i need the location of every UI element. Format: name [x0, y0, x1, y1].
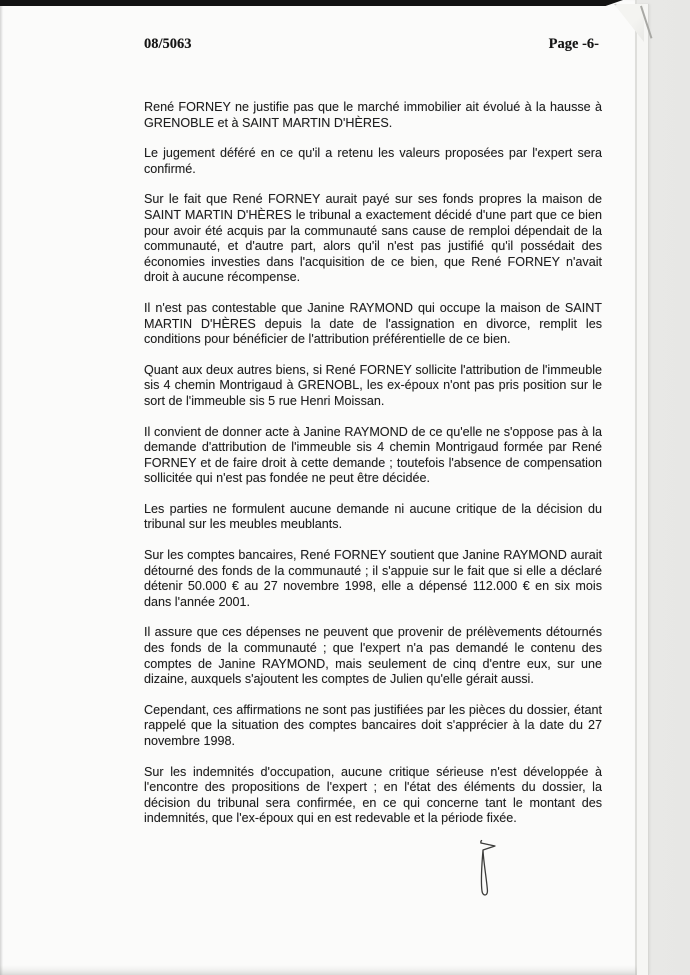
- scan-bottom-shading: [0, 965, 637, 975]
- paragraph: Il convient de donner acte à Janine RAYMOND de ce qu'elle ne s'oppose pas à la demande d'attribution de l'immeuble sis 4 chemin Montrigaud formée par René FORNEY et de faire droit à cette demande ; toutefois l'absence de compensation sollicitée qui n'est pas fondée ne peut être décidée.: [144, 424, 602, 486]
- paragraph: Il assure que ces dépenses ne peuvent que provenir de prélèvements détournés des fonds de la communauté ; que l'expert n'a pas demandé le contenu des comptes de Janine RAYMOND, mais seulement de cinq d'entre eux, sur une dizaine, auxquels s'ajoutent les comptes de Julien qu'elle gérait aussi.: [144, 625, 602, 687]
- page-number: Page -6-: [548, 36, 599, 52]
- scanner-edge-bar: [0, 0, 623, 6]
- paragraph: Les parties ne formulent aucune demande ni aucune critique de la décision du tribunal sur les meubles meublants.: [144, 501, 602, 532]
- paragraph: Quant aux deux autres biens, si René FORNEY sollicite l'attribution de l'immeuble sis 4 chemin Montrigaud à GRENOBL, les ex-époux n'ont pas pris position sur le sort de l'immeuble sis 5 rue Henri Moissan.: [144, 362, 602, 408]
- handwritten-paraph-mark: [466, 836, 500, 902]
- paragraph: Sur les indemnités d'occupation, aucune critique sérieuse n'est développée à l'encontre des propositions de l'expert ; en l'état des éléments du dossier, la décision du tribunal sera confirmée, en ce qui concerne tant le montant des indemnités, que l'ex-époux qui en est redevable et la période fixée.: [144, 764, 602, 826]
- paragraph: Il n'est pas contestable que Janine RAYMOND qui occupe la maison de SAINT MARTIN D'HÈRES depuis la date de l'assignation en divorce, remplit les conditions pour bénéficier de l'attribution préférentielle de ce bien.: [144, 300, 602, 347]
- scan-left-edge: [0, 0, 3, 975]
- paragraph: Cependant, ces affirmations ne sont pas justifiées par les pièces du dossier, étant rappelé que la situation des comptes bancaires doit s'apprécier à la date du 27 novembre 1998.: [144, 702, 602, 748]
- paragraph: Sur les comptes bancaires, René FORNEY soutient que Janine RAYMOND aurait détourné des fonds de la communauté ; il s'appuie sur le fait que si elle a déclaré détenir 50.000 € au 27 novembre 1998, elle a dépensé 112.000 € en six mois dans l'année 2001.: [144, 548, 602, 609]
- paragraph: René FORNEY ne justifie pas que le marché immobilier ait évolué à la hausse à GRENOBLE et à SAINT MARTIN D'HÈRES.: [144, 100, 602, 130]
- case-number: 08/5063: [144, 36, 192, 52]
- paragraph: Le jugement déféré en ce qu'il a retenu les valeurs proposées par l'expert sera confirmé.: [144, 146, 602, 176]
- paragraph: Sur le fait que René FORNEY aurait payé sur ses fonds propres la maison de SAINT MARTIN D'HÈRES le tribunal a exactement décidé d'une part que ce bien pour avoir été acquis par la communauté sans cause de remploi dépendait de la communauté, et d'autre part, alors qu'il n'est pas justifié qu'il possédait des économies investies dans l'acquisition de ce bien, que René FORNEY n'avait droit à aucune récompense.: [144, 192, 602, 285]
- behind-sheet-edge: [637, 4, 649, 975]
- document-body: [144, 100, 602, 842]
- page-header: [144, 36, 599, 53]
